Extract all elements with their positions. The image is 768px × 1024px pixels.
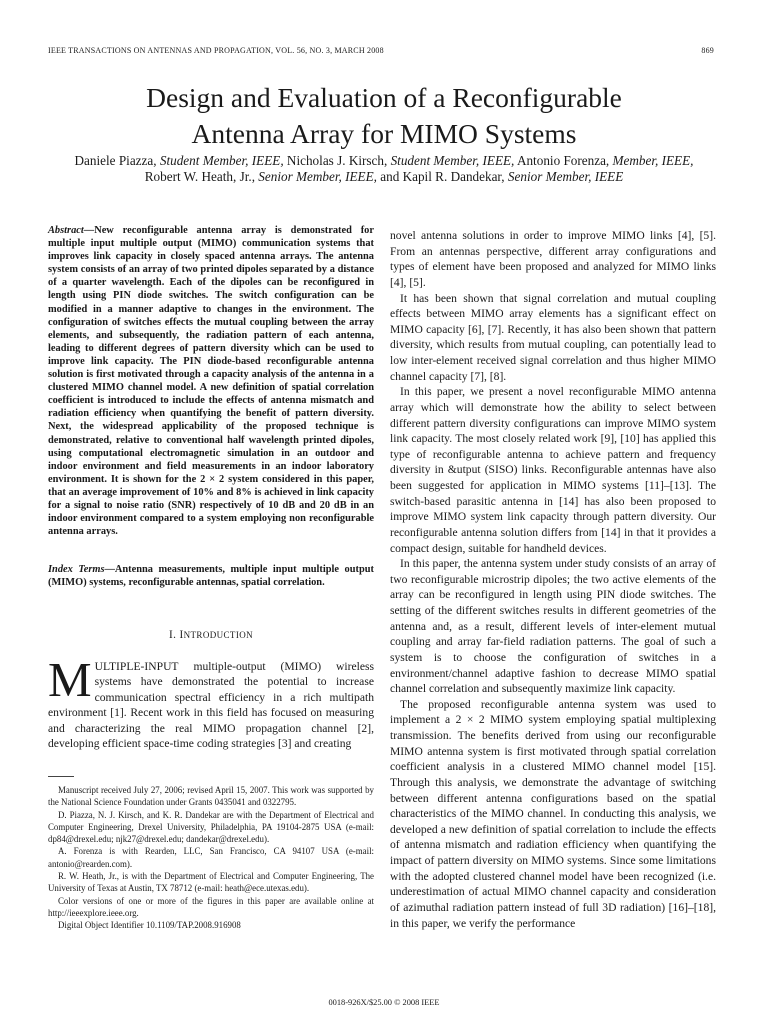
author-name: Antonio Forenza, [516, 153, 610, 168]
running-head [48, 46, 714, 58]
author-line-1 [40, 153, 728, 169]
author-name: and Kapil R. Dandekar, [380, 169, 505, 184]
abstract [48, 224, 374, 538]
page-footer: 0018-926X/$25.00 © 2008 IEEE [328, 998, 440, 1007]
abstract-label: Abstract [48, 225, 84, 236]
intro-paragraph [48, 652, 374, 751]
footnote: Color versions of one or more of the figures in this paper are available online at http://ieeexplore.ieee.org. [48, 895, 374, 918]
body-paragraph: The proposed reconfigurable antenna system was used to implement a 2 × 2 MIMO system employing spatial multiplexing transmission. The benefits derived from using our reconfigurable MIMO antenna system is first motivated through spatial correlation coefficient analysis in a clustered MIMO channel model [15]. Through this analysis, we demonstrate the advantage of switching between different antenna configurations based on the spatial characteristics of the MIMO channel. In conducting this analysis, we developed a new definition of spatial correlation to include the effects of antenna mismatch and radiation efficiency when quantifying the impact of pattern diversity on MIMO systems. Since some limitations with the adopted clustered channel model have been recognized (i.e. underestimation of actual MIMO channel capacity and consideration of azimuthal radiation pattern instead of full 3D radiation) [16]–[18], in this paper, we verify the performance [390, 697, 716, 930]
author-role: Senior Member, IEEE, [258, 169, 377, 184]
index-terms-label: Index Terms [48, 564, 105, 575]
paper-title [40, 80, 728, 152]
right-column [390, 228, 716, 931]
index-terms-text: —Antenna measurements, multiple input multiple output (MIMO) systems, reconfigurable antennas, spatial correlation. [48, 564, 374, 589]
section-numeral: I. [168, 629, 177, 641]
intro-smallcaps: ULTIPLE-INPUT [94, 660, 179, 673]
footnote: Digital Object Identifier 10.1109/TAP.2008.916908 [58, 920, 241, 931]
body-paragraph: novel antenna solutions in order to improve MIMO links [4], [5]. From an antennas perspective, different array configurations and types of element have been proposed and analyzed for MIMO links [4], [5]. [390, 229, 716, 289]
intro-text: multiple-output (MIMO) wireless systems have demonstrated the potential to increase communication spectral efficiency in a rich multipath environment [1]. Recent work in this field has focused on measuring and characterizing the real MIMO propagation channel [2], developing efficient space-time coding strategies [3] and creating [48, 660, 374, 751]
author-name: Daniele Piazza, [74, 153, 157, 168]
section-title [179, 629, 253, 641]
footnotes [48, 784, 374, 932]
body-paragraph: In this paper, we present a novel reconfigurable MIMO antenna array which will demonstrate how the ability to select between different pattern diversity configurations can improve MIMO system link capacity. The most closely related work [9], [10] has applied this type of reconfigurable antenna to achieve pattern and frequency diversity in &utput (SISO) links. Reconfigurable antennas have also been suggested for application in MIMO systems [11]–[13]. The switch-based parasitic antenna in [14] has also been proposed to improve MIMO system link capacity through pattern diversity. Our reconfigurable antenna solution differs from [14] in that it provides a compact design, suitable for handheld devices. [390, 385, 716, 555]
title-line-1: Design and Evaluation of a Reconfigurable [146, 82, 622, 113]
section-title-initial: I [179, 629, 184, 641]
title-line-2: Antenna Array for MIMO Systems [191, 118, 577, 149]
page-number: 869 [701, 46, 714, 55]
author-role: Student Member, IEEE, [390, 153, 515, 168]
index-terms [48, 563, 374, 589]
body-paragraph: In this paper, the antenna system under study consists of an array of two reconfigurable microstrip dipoles; the two active elements of the array can be reconfigured in length using PIN diode switches. The setting of the different switches results in different geometries of the antenna and, as a result, different levels of inter-element mutual coupling and array far-field radiation patterns. The goal of such a system is to choose the configuration of switches in a environment/channel adaptive fashion to decrease MIMO spatial channel correlation and subsequently maximize link capacity. [390, 557, 716, 696]
author-role: Senior Member, IEEE [507, 169, 624, 184]
footnote: A. Forenza is with Rearden, LLC, San Francisco, CA 94107 USA (e-mail: antonio@rearden.com). [48, 846, 374, 869]
section-title-rest: NTRODUCTION [183, 630, 254, 640]
section-heading [48, 629, 374, 641]
footnote: D. Piazza, N. J. Kirsch, and K. R. Dandekar are with the Department of Electrical and Computer Engineering, Drexel University, Philadelphia, PA 19104-2875 USA (e-mail: dp84@drexel.edu; njk27@drexel.edu; dandekar@drexel.edu). [48, 809, 374, 845]
author-name: Robert W. Heath, Jr., [144, 169, 255, 184]
abstract-text: —New reconfigurable antenna array is demonstrated for multiple input multiple output (MIMO) communication systems that improves link capacity in closely spaced antenna arrays. The antenna system consists of an array of two printed dipoles separated by a distance of a quarter wavelength. Each of the dipoles can be reconfigured in length using PIN diode switches. The switch configuration can be modified in a manner adaptive to changes in the environment. The configuration of switches effects the mutual coupling between the array elements, and subsequently, the radiation pattern of each antenna, leading to different degrees of pattern diversity which can be used to improve link capacity. The PIN diode-based reconfigurable antenna solution is first motivated through a capacity analysis of the antenna in a clustered MIMO channel model. A new definition of spatial correlation coefficient is introduced to include the effects of antenna mismatch and radiation efficiency when quantifying the benefit of pattern diversity. Next, the widespread applicability of the proposed technique is demonstrated, relative to conventional half wavelength printed dipoles, using computational electromagnetic simulation in an outdoor and indoor environment and field measurements in an indoor laboratory environment. It is shown for the 2 × 2 system considered in this paper, that an average improvement of 10% and 8% is achieved in link capacity for a signal to noise ratio (SNR) respectively of 10 dB and 20 dB in an indoor environment compared to a system employing non reconfigurable antenna arrays. [48, 225, 374, 538]
drop-cap: M [48, 652, 92, 707]
author-role: Member, IEEE, [612, 153, 694, 168]
author-list [40, 153, 728, 185]
author-line-2 [40, 169, 728, 185]
body-paragraph: It has been shown that signal correlation and mutual coupling effects between MIMO array elements has a significant effect on MIMO capacity [6], [7]. Recently, it has also been shown that pattern diversity, which results from mutual coupling, can potentially lead to low inter-element received signal correlation and thus higher MIMO channel capacity [7], [8]. [390, 291, 716, 383]
author-role: Student Member, IEEE, [159, 153, 284, 168]
footnote: Manuscript received July 27, 2006; revised April 15, 2007. This work was supported by the National Science Foundation under Grants 0435041 and 0322795. [48, 785, 374, 808]
footnote-rule [48, 776, 74, 777]
footnote: R. W. Heath, Jr., is with the Department of Electrical and Computer Engineering, The University of Texas at Austin, TX 78712 (e-mail: heath@ece.utexas.edu). [48, 871, 374, 894]
author-name: Nicholas J. Kirsch, [286, 153, 388, 168]
journal-citation: IEEE TRANSACTIONS ON ANTENNAS AND PROPAGATION, VOL. 56, NO. 3, MARCH 2008 [48, 46, 384, 55]
